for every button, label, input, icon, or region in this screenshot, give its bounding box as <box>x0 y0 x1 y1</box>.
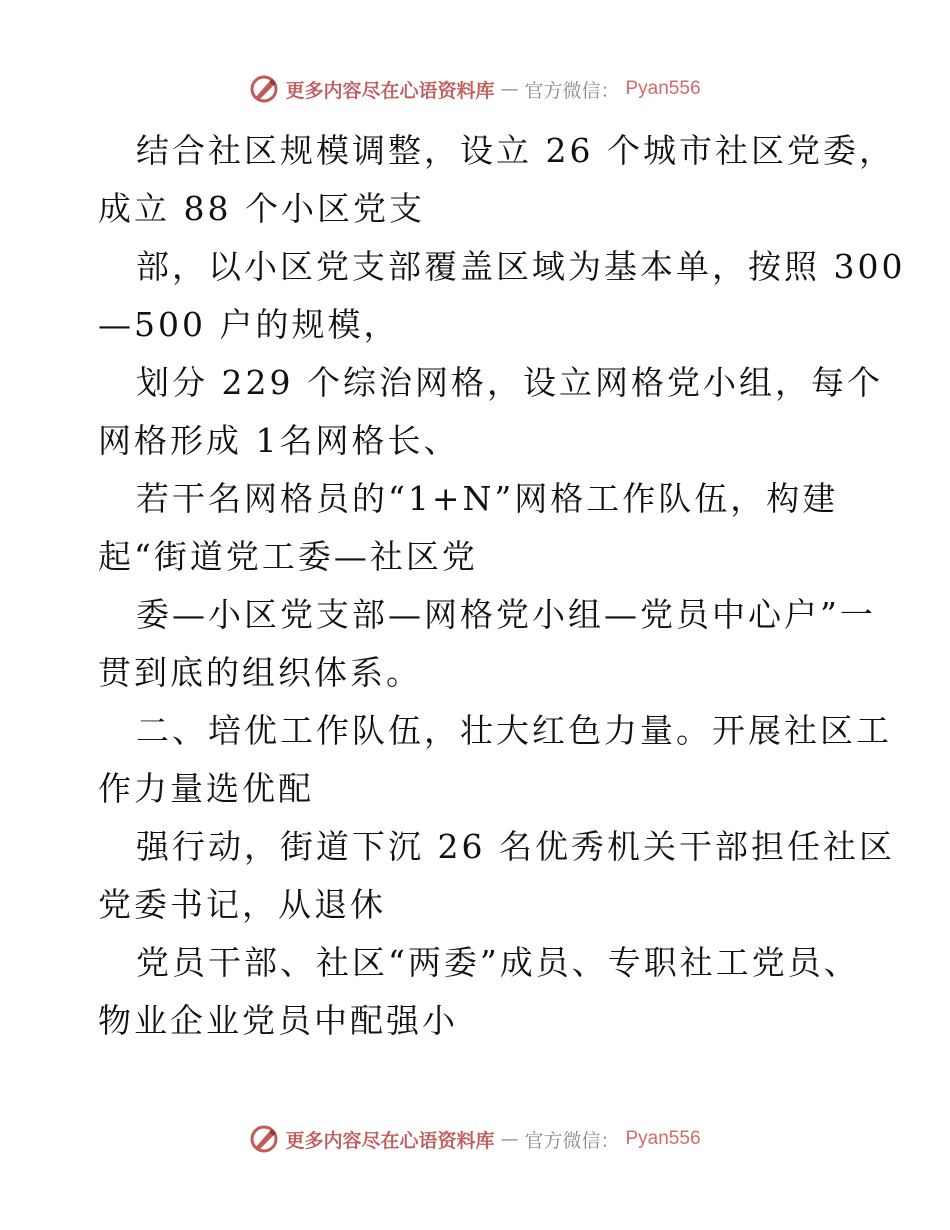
paragraph-line: 部，以小区党支部覆盖区域为基本单，按照 300 <box>136 247 906 286</box>
paragraph-line: 二、培优工作队伍，壮大红色力量。开展社区工 <box>136 711 892 750</box>
banner-dash: — <box>500 1128 519 1150</box>
banner-wechat-label: 官方微信： <box>524 1129 620 1152</box>
header-banner <box>0 72 950 106</box>
document-body <box>98 122 906 1050</box>
paragraph <box>98 934 858 1050</box>
banner-site-text: 更多内容尽在心语资料库 <box>285 79 495 102</box>
pen-logo-icon <box>249 1124 279 1154</box>
paragraph <box>98 238 906 354</box>
paragraph-line: 划分 229 个综治网格，设立网格党小组，每个 <box>136 363 883 402</box>
footer-banner <box>0 1122 950 1156</box>
banner-site-text: 更多内容尽在心语资料库 <box>285 1129 495 1152</box>
paragraph-line: 物业企业党员中配强小 <box>98 1001 458 1040</box>
banner-wechat-id: Pyan556 <box>625 1128 701 1149</box>
paragraph-line: 党员干部、社区“两委”成员、专职社工党员、 <box>136 943 860 982</box>
paragraph-line: 作力量选优配 <box>98 769 314 808</box>
pen-logo-icon <box>249 74 279 104</box>
paragraph <box>98 702 892 818</box>
paragraph-line: 结合社区规模调整，设立 26 个城市社区党委， <box>136 131 895 170</box>
paragraph-line: 党委书记，从退休 <box>98 885 386 924</box>
paragraph <box>98 818 895 934</box>
paragraph-line: 起“街道党工委—社区党 <box>98 537 478 576</box>
paragraph <box>98 354 883 470</box>
paragraph <box>98 122 895 238</box>
paragraph-line: —500 户的规模， <box>98 305 400 344</box>
paragraph <box>98 470 858 586</box>
paragraph-line: 成立 88 个小区党支 <box>98 189 425 228</box>
paragraph-line: 若干名网格员的“1+N”网格工作队伍，构建 <box>136 479 839 518</box>
paragraph-line: 强行动，街道下沉 26 名优秀机关干部担任社区 <box>136 827 895 866</box>
paragraph <box>98 586 876 702</box>
banner-wechat-label: 官方微信： <box>524 79 620 102</box>
banner-wechat-id: Pyan556 <box>625 78 701 99</box>
paragraph-line: 委—小区党支部—网格党小组—党员中心户”一 <box>136 595 876 634</box>
paragraph-line: 贯到底的组织体系。 <box>98 653 422 692</box>
banner-dash: — <box>500 78 519 100</box>
paragraph-line: 网格形成 1名网格长、 <box>98 421 460 460</box>
